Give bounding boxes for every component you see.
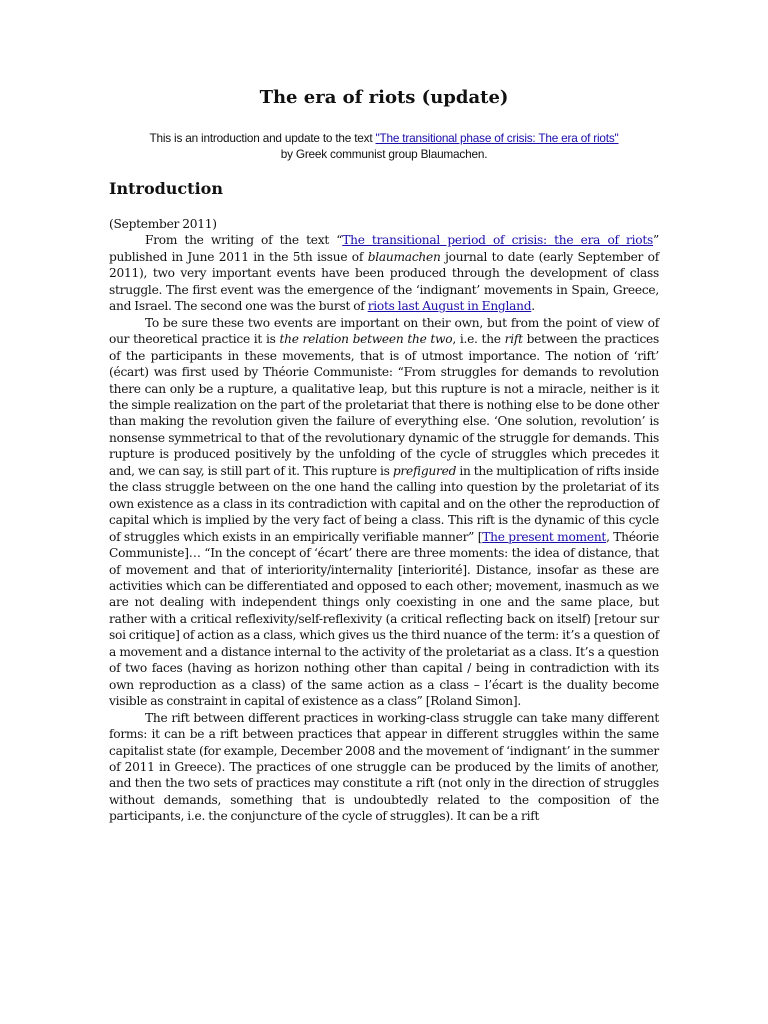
- section-heading-introduction: Introduction: [109, 179, 223, 198]
- document-body: [109, 216, 659, 825]
- p2-text-b: , i.e. the: [452, 332, 505, 347]
- subtitle-source-link[interactable]: "The transitional phase of crisis: The era of riots": [375, 131, 619, 145]
- p2-text-d: in the multiplication of rifts inside the class struggle between on the one hand the calling into question by the proletariat of its own existence as a class in its contradiction with capital and on the other the reproduction of capital which is implied by the very fact of being a class. This rift is the dynamic of this cycle of struggles which exists in an empirically verifiable manner” [: [109, 463, 659, 544]
- document-page: [109, 0, 659, 825]
- p1-text-a: From the writing of the text “: [145, 233, 343, 248]
- document-title: The era of riots (update): [259, 87, 509, 108]
- p1-journal-name: blaumachen: [367, 249, 441, 264]
- subtitle-text: This is an introduction and update to the text: [149, 131, 376, 145]
- present-moment-link[interactable]: The present moment: [482, 529, 607, 544]
- p1-text-d: .: [531, 299, 535, 314]
- date-line: (September 2011): [109, 217, 217, 231]
- era-of-riots-link[interactable]: The transitional period of crisis: the era of riots: [342, 233, 654, 248]
- p1-text-c: journal to date (early September of 2011), two very important events have been produced through the development of class struggle. The first event was the emergence of the ‘indignant’ movements in Spain, Greece, and Israel. The second one was the burst of: [109, 249, 659, 314]
- p2-emphasis-prefigured: prefigured: [392, 463, 457, 478]
- paragraph-1: [109, 232, 659, 314]
- p2-text-c: between the practices of the participants in these movements, that is of utmost importance. The notion of ‘rift’ (écart) was first used by Théorie Communiste: “From struggles for demands to revolution there can only be a rupture, a qualitative leap, but this rupture is not a miracle, neither is it the simple realization on the part of the proletariat that there is nothing else to be done other than making the revolution given the failure of everything else. ‘One solution, revolution’ is nonsense symmetrical to that of the revolutionary dynamic of the struggle for demands. This rupture is produced positively by the unfolding of the cycle of struggles which precedes it and, we can say, is still part of it. This rupture is: [109, 332, 659, 478]
- document-subtitle: [109, 130, 659, 162]
- paragraph-3: The rift between different practices in working-class struggle can take many different forms: it can be a rift between practices that appear in different struggles within the same capitalist state (for example, December 2008 and the movement of ‘indignant’ in the summer of 2011 in Greece). The practices of one struggle can be produced by the limits of another, and then the two sets of practices may constitute a rift (not only in the direction of struggles without demands, something that is undoubtedly related to the composition of the participants, i.e. the conjuncture of the cycle of struggles). It can be a rift: [109, 710, 659, 824]
- p1-text-b: ” published in June 2011 in the 5th issue of: [109, 233, 660, 264]
- subtitle-attribution: by Greek communist group Blaumachen.: [280, 147, 488, 161]
- p2-emphasis-rift: rift: [504, 332, 523, 347]
- p2-text-a: To be sure these two events are important on their own, but from the point of view of our theoretical practice it is: [109, 315, 659, 347]
- paragraph-2: [109, 315, 659, 710]
- p2-text-e: , Théorie Communiste]… “In the concept of ‘écart’ there are three moments: the idea of distance, that of movement and that of interiority/internality [interiorité]. Distance, insofar as these are activities which can be differentiated and opposed to each other; movement, inasmuch as we are not dealing with independent things only coexisting in one and the same place, but rather with a critical reflexivity/self-reflexivity (a critical reflecting back on itself) [retour sur soi critique] of action as a class, which gives us the third nuance of the term: it’s a question of a movement and a distance internal to the activity of the proletariat as a class. It’s a question of two faces (having as horizon nothing other than capital / being in contradiction with its own reproduction as a class) of the same action as a class – l’écart is the duality become visible as constraint in capital of existence as a class” [Roland Simon].: [109, 529, 660, 709]
- p2-emphasis-relation: the relation between the two: [279, 332, 453, 347]
- riots-england-link[interactable]: riots last August in England: [367, 299, 532, 314]
